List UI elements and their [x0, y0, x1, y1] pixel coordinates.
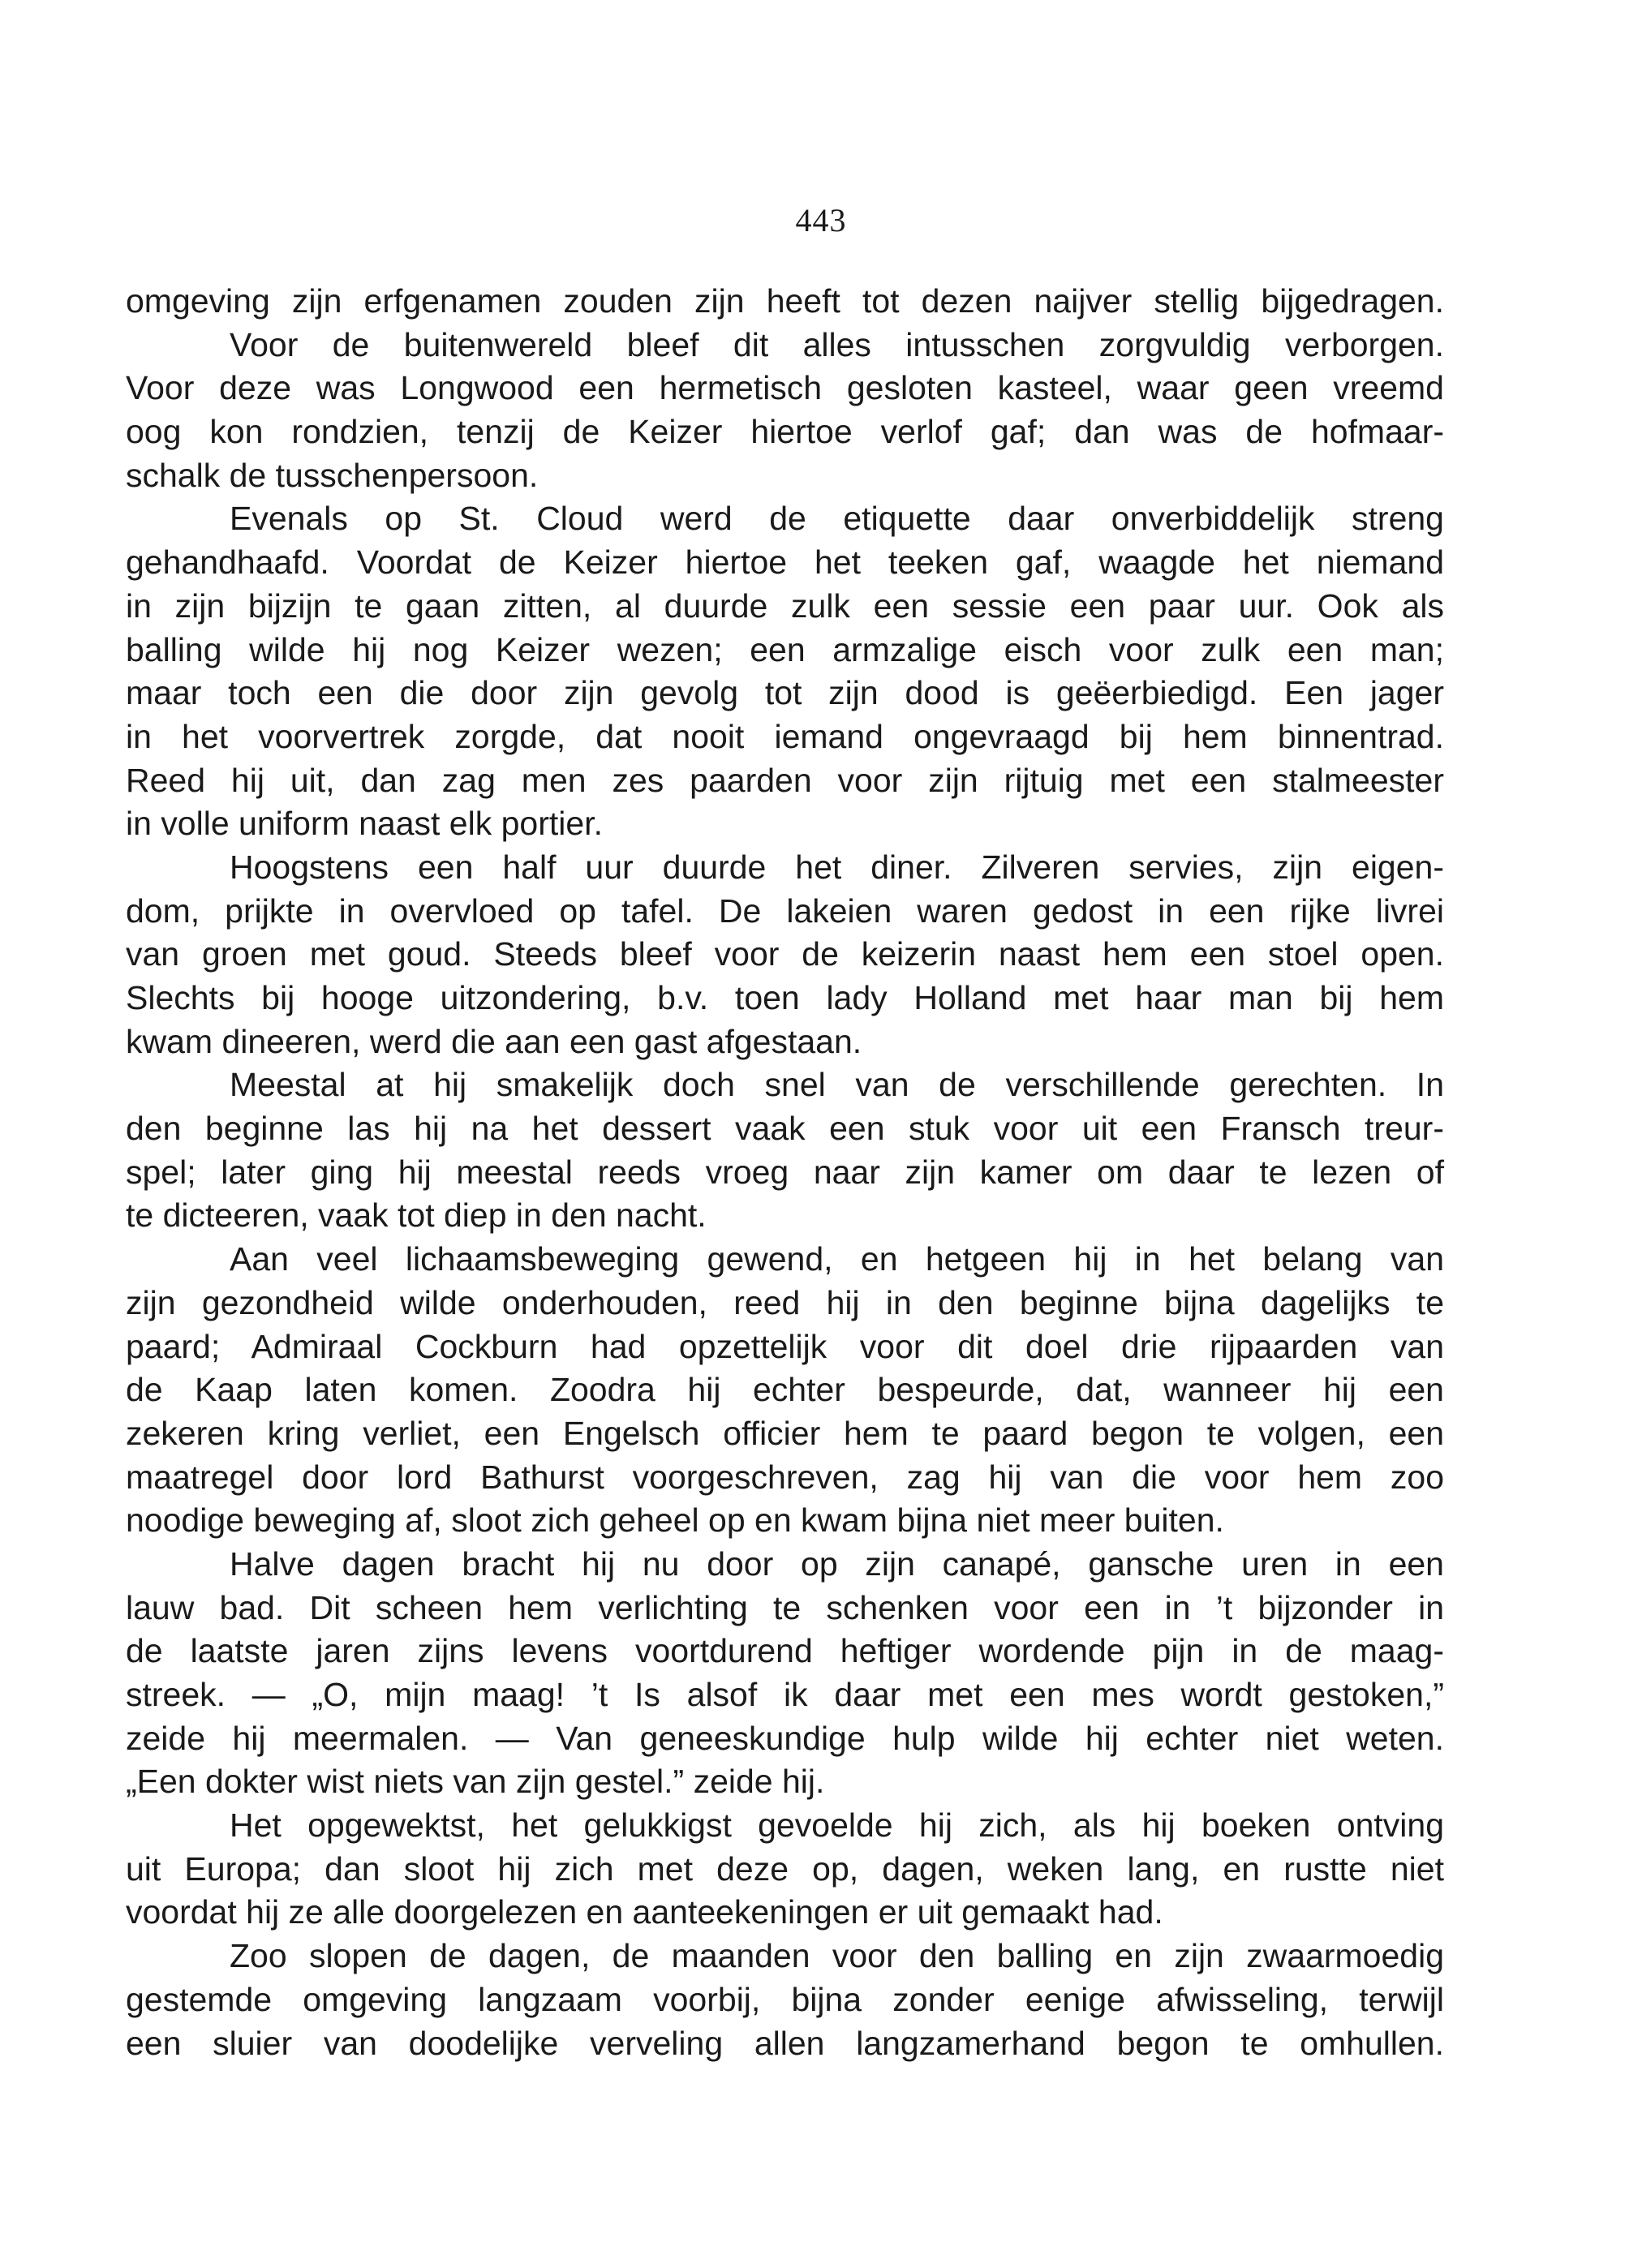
text-line: van groen met goud. Steeds bleef voor de keizerin naast hem een stoel open.	[126, 935, 1444, 973]
text-line: spel; later ging hij meestal reeds vroeg naar zijn kamer om daar te lezen of	[126, 1153, 1444, 1191]
text-line: lauw bad. Dit scheen hem verlichting te schenken voor een in ’t bijzonder in	[126, 1588, 1444, 1626]
text-line: de laatste jaren zijns levens voortdurend heftiger wordende pijn in de maag-	[126, 1632, 1444, 1670]
text-line: Het opgewektst, het gelukkigst gevoelde hij zich, als hij boeken ontving	[230, 1806, 1444, 1845]
text-line: een sluier van doodelijke verveling allen langzamerhand begon te omhullen.	[126, 2024, 1444, 2062]
text-line: Voor deze was Longwood een hermetisch gesloten kasteel, waar geen vreemd	[126, 369, 1444, 407]
text-line: paard; Admiraal Cockburn had opzettelijk voor dit doel drie rijpaarden van	[126, 1327, 1444, 1365]
text-line: gestemde omgeving langzaam voorbij, bijna zonder eenige afwisseling, terwijl	[126, 1980, 1444, 2018]
body-text	[126, 280, 1444, 2065]
text-line: in zijn bijzijn te gaan zitten, al duurde zulk een sessie een paar uur. Ook als	[126, 586, 1444, 625]
text-line: streek. — „O, mijn maag! ’t Is alsof ik daar met een mes wordt gestoken,”	[126, 1676, 1444, 1713]
text-line: dom, prijkte in overvloed op tafel. De lakeien waren gedost in een rijke livrei	[126, 891, 1444, 930]
text-line: zeide hij meermalen. — Van geneeskundige hulp wilde hij echter niet weten.	[126, 1719, 1444, 1757]
text-line: Reed hij uit, dan zag men zes paarden voor zijn rijtuig met een stalmeester	[126, 761, 1444, 799]
text-line: voordat hij ze alle doorgelezen en aanteekeningen er uit gemaakt had.	[126, 1893, 1163, 1931]
text-line: te dicteeren, vaak tot diep in den nacht.	[126, 1196, 707, 1235]
text-line: Slechts bij hooge uitzondering, b.v. toen lady Holland met haar man bij hem	[126, 979, 1444, 1016]
text-line: schalk de tusschenpersoon.	[126, 456, 539, 494]
text-line: oog kon rondzien, tenzij de Keizer hiertoe verlof gaf; dan was de hofmaar-	[126, 413, 1444, 451]
text-line: Evenals op St. Cloud werd de etiquette daar onverbiddelijk streng	[230, 500, 1444, 538]
text-line: maatregel door lord Bathurst voorgeschreven, zag hij van die voor hem zoo	[126, 1458, 1444, 1496]
text-line: kwam dineeren, werd die aan een gast afgestaan.	[126, 1022, 862, 1060]
text-line: in volle uniform naast elk portier.	[126, 805, 603, 843]
page-number: 443	[795, 202, 847, 238]
text-line: uit Europa; dan sloot hij zich met deze op, dagen, weken lang, en rustte niet	[126, 1849, 1444, 1888]
text-line: de Kaap laten komen. Zoodra hij echter bespeurde, dat, wanneer hij een	[126, 1371, 1444, 1409]
text-line: Voor de buitenwereld bleef dit alles intusschen zorgvuldig verborgen.	[230, 325, 1444, 363]
text-line: balling wilde hij nog Keizer wezen; een armzalige eisch voor zulk een man;	[126, 630, 1444, 668]
text-line: zekeren kring verliet, een Engelsch officier hem te paard begon te volgen, een	[126, 1414, 1444, 1452]
text-line: gehandhaafd. Voordat de Keizer hiertoe het teeken gaf, waagde het niemand	[126, 543, 1444, 582]
text-line: maar toch een die door zijn gevolg tot zijn dood is geëerbiedigd. Een jager	[126, 674, 1444, 712]
text-line: Aan veel lichaamsbeweging gewend, en hetgeen hij in het belang van	[230, 1240, 1444, 1278]
text-line: Hoogstens een half uur duurde het diner. Zilveren servies, zijn eigen-	[230, 848, 1444, 886]
text-line: Halve dagen bracht hij nu door op zijn canapé, gansche uren in een	[230, 1544, 1444, 1583]
text-line: in het voorvertrek zorgde, dat nooit iemand ongevraagd bij hem binnentrad.	[126, 717, 1444, 755]
text-line: noodige beweging af, sloot zich geheel op en kwam bijna niet meer buiten.	[126, 1501, 1224, 1540]
text-line: den beginne las hij na het dessert vaak een stuk voor uit een Fransch treur-	[126, 1110, 1444, 1148]
text-line: omgeving zijn erfgenamen zouden zijn heeft tot dezen naijver stellig bijgedragen.	[126, 282, 1444, 320]
text-line: „Een dokter wist niets van zijn gestel.” zeide hij.	[126, 1763, 825, 1801]
text-line: Meestal at hij smakelijk doch snel van de verschillende gerechten. In	[230, 1066, 1444, 1104]
text-line: zijn gezondheid wilde onderhouden, reed hij in den beginne bijna dagelijks te	[126, 1283, 1444, 1321]
text-line: Zoo slopen de dagen, de maanden voor den balling en zijn zwaarmoedig	[230, 1937, 1444, 1975]
